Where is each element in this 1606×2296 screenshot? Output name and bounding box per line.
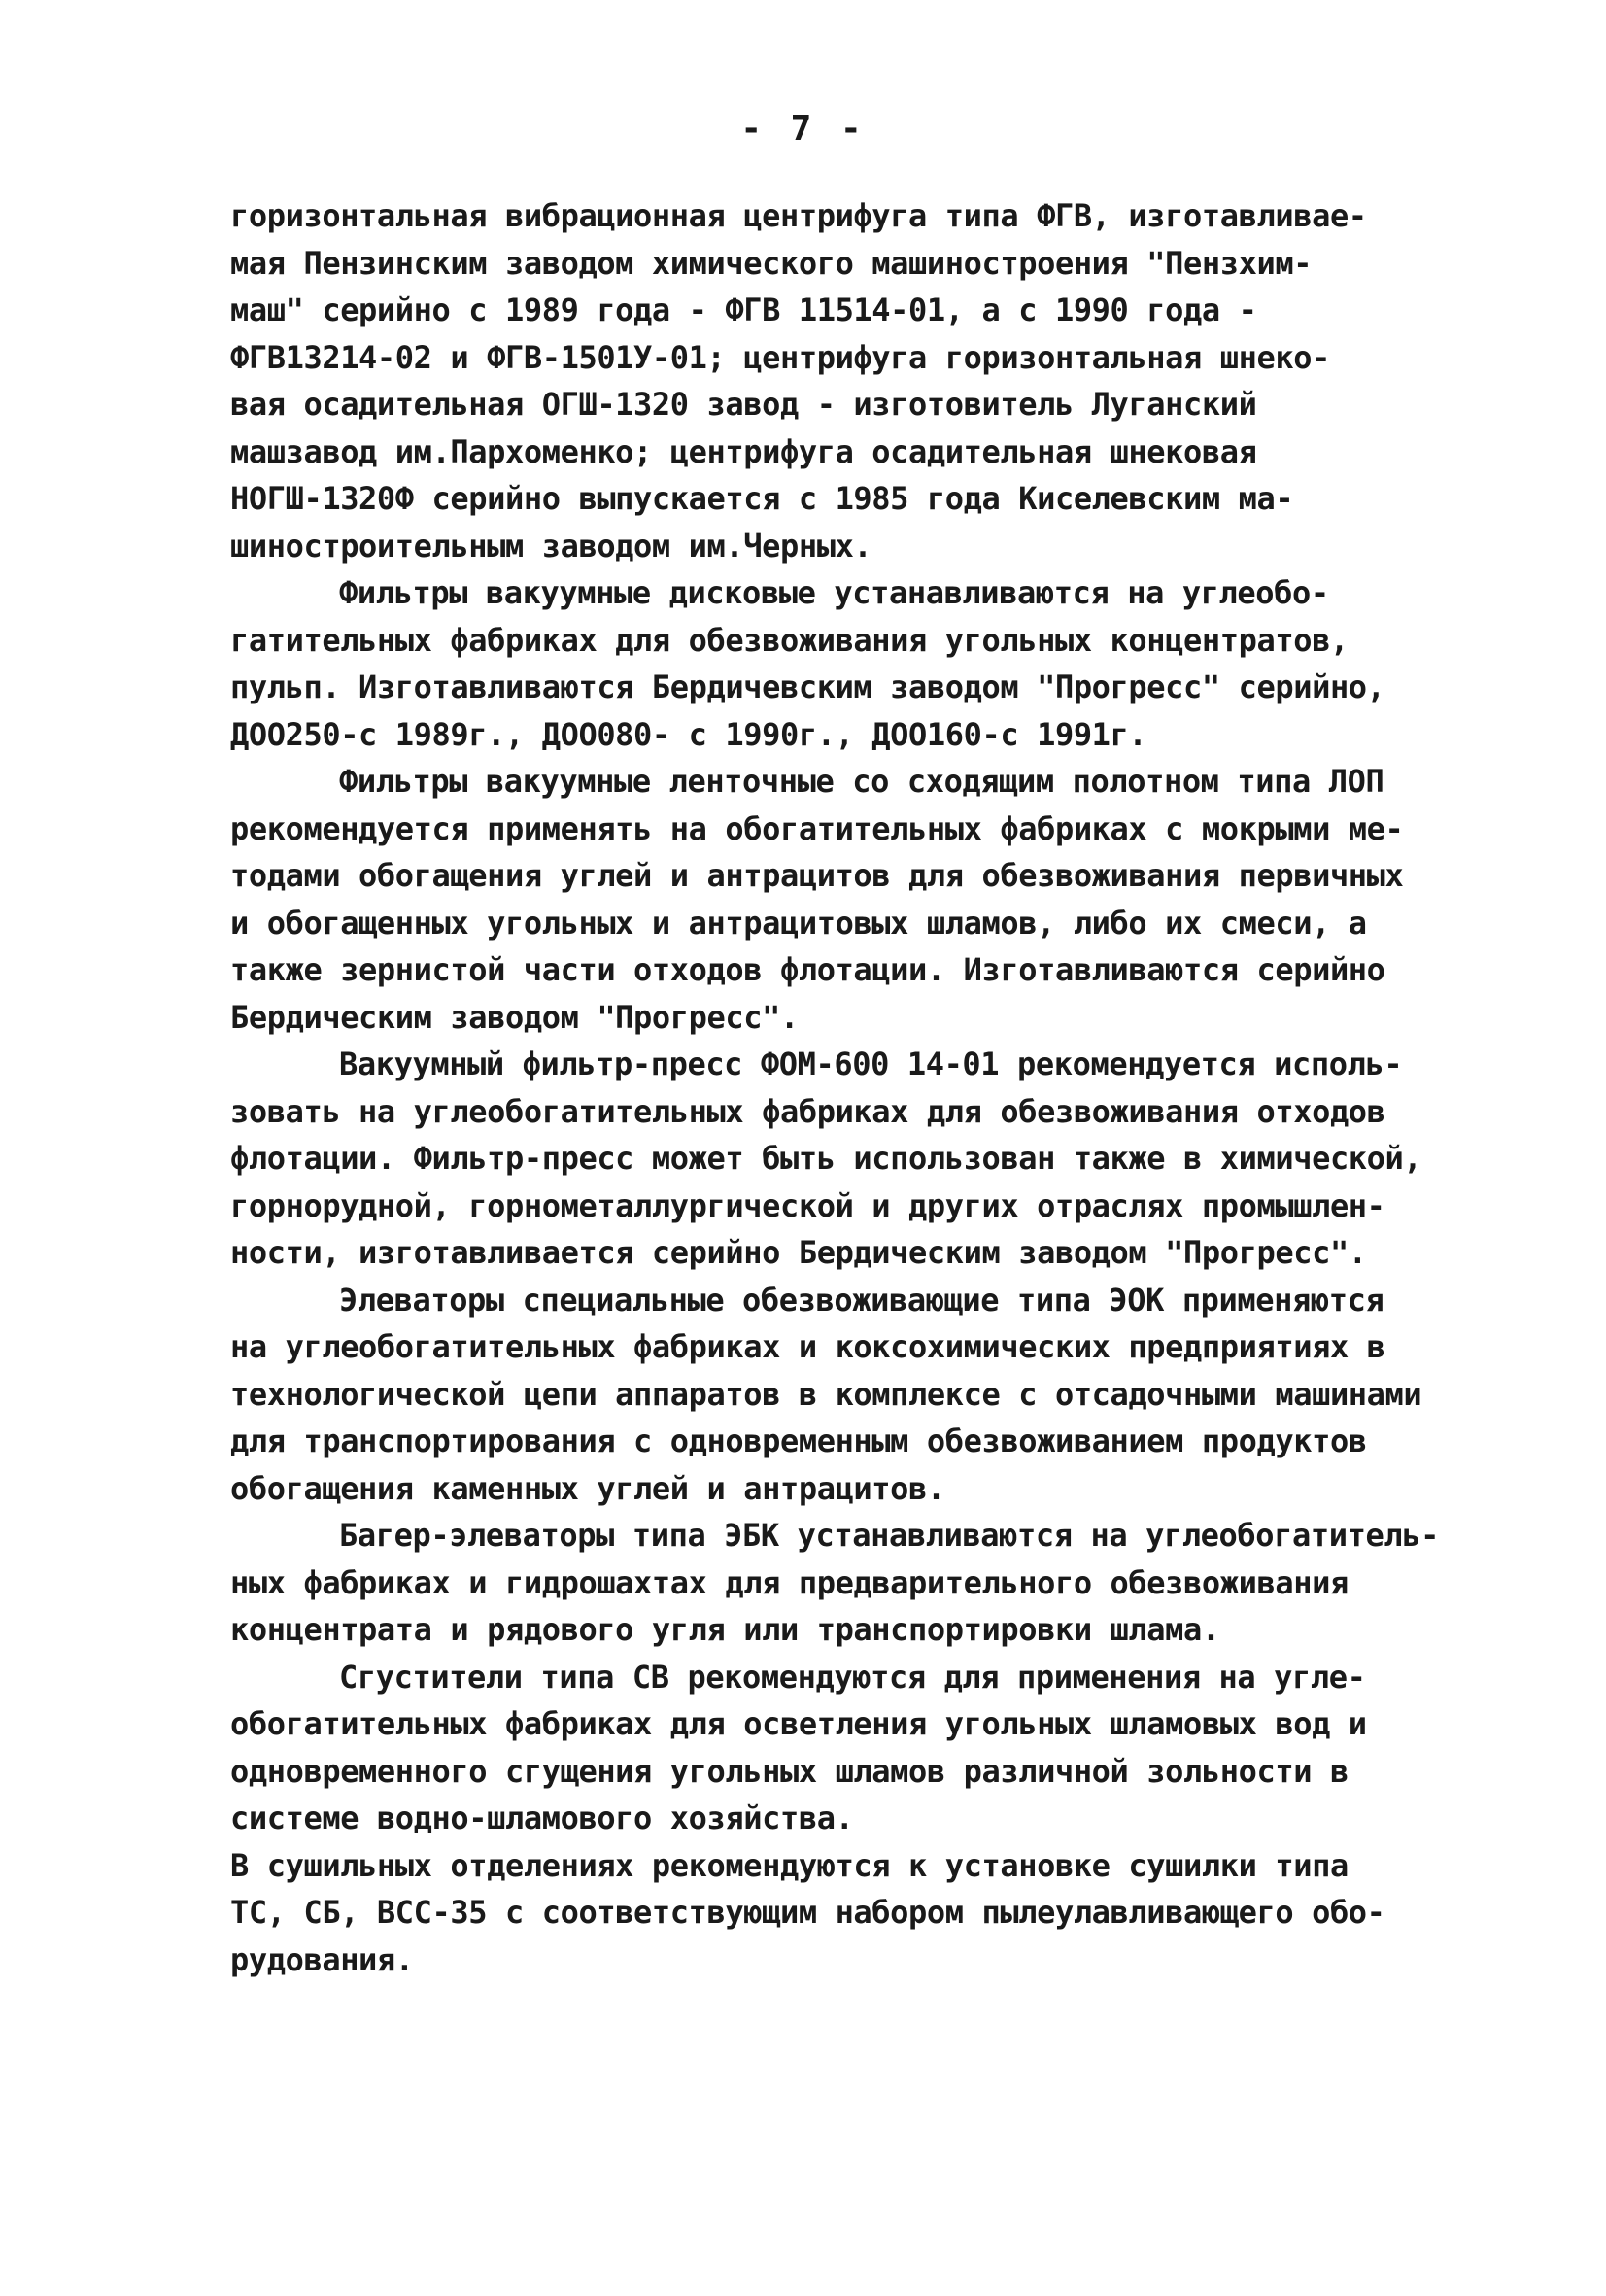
text-line: горизонтальная вибрационная центрифуга типа ФГВ, изготавливае- bbox=[230, 197, 1367, 234]
text-line: Сгустители типа СВ рекомендуются для применения на угле- bbox=[339, 1658, 1366, 1696]
text-line: обогащения каменных углей и антрацитов. bbox=[230, 1469, 945, 1507]
text-line: ности, изготавливается серийно Бердическим заводом "Прогресс". bbox=[230, 1234, 1367, 1271]
text-line: также зернистой части отходов флотации. Изготавливаются серийно bbox=[230, 951, 1385, 988]
text-line: шиностроительным заводом им.Черных. bbox=[230, 527, 872, 565]
text-line: Вакуумный фильтр-пресс ФОМ-600 14-01 рекомендуется исполь- bbox=[339, 1045, 1403, 1082]
text-line: и обогащенных угольных и антрацитовых шламов, либо их смеси, а bbox=[230, 904, 1367, 942]
text-line: машзавод им.Пархоменко; центрифуга осадительная шнековая bbox=[230, 432, 1257, 470]
text-line: системе водно-шламового хозяйства. bbox=[230, 1799, 854, 1836]
text-line: Элеваторы специальные обезвоживающие типа ЭОК применяются bbox=[339, 1281, 1384, 1319]
text-line: Фильтры вакуумные дисковые устанавливаются на углеобо- bbox=[339, 574, 1329, 611]
text-line: флотации. Фильтр-пресс может быть использован также в химической, bbox=[230, 1140, 1422, 1177]
text-line: обогатительных фабриках для осветления угольных шламовых вод и bbox=[230, 1705, 1367, 1742]
text-line: рудования. bbox=[230, 1940, 414, 1978]
text-line: одновременного сгущения угольных шламов различной зольности в bbox=[230, 1752, 1349, 1790]
text-line: вая осадительная ОГШ-1320 завод - изготовитель Луганский bbox=[230, 386, 1257, 423]
text-line: концентрата и рядового угля или транспортировки шлама. bbox=[230, 1611, 1220, 1648]
text-line: НОГШ-1320Ф серийно выпускается с 1985 года Киселевским ма- bbox=[230, 480, 1294, 517]
text-line: Фильтры вакуумные ленточные со сходящим полотном типа ЛОП bbox=[339, 763, 1384, 800]
text-line: пульп. Изготавливаются Бердичевским заводом "Прогресс" серийно, bbox=[230, 668, 1385, 705]
text-line: для транспортирования с одновременным обезвоживанием продуктов bbox=[230, 1422, 1367, 1459]
text-line: ДОО250-с 1989г., ДОО080- с 1990г., ДОО160-с 1991г. bbox=[230, 715, 1147, 753]
text-line: горнорудной, горнометаллургической и других отраслях промышлен- bbox=[230, 1186, 1385, 1224]
text-line: ных фабриках и гидрошахтах для предварительного обезвоживания bbox=[230, 1563, 1349, 1601]
text-line: Бердическим заводом "Прогресс". bbox=[230, 998, 799, 1036]
text-line: гатительных фабриках для обезвоживания угольных концентратов, bbox=[230, 621, 1349, 659]
text-line: тодами обогащения углей и антрацитов для обезвоживания первичных bbox=[230, 857, 1404, 894]
body-text bbox=[230, 192, 1484, 1983]
text-line: технологической цепи аппаратов в комплексе с отсадочными машинами bbox=[230, 1375, 1422, 1413]
text-line: зовать на углеобогатительных фабриках для обезвоживания отходов bbox=[230, 1092, 1385, 1130]
text-line: маш" серийно с 1989 года - ФГВ 11514-01, а с 1990 года - bbox=[230, 291, 1257, 328]
text-line: ФГВ13214-02 и ФГВ-1501У-01; центрифуга горизонтальная шнеко- bbox=[230, 338, 1330, 376]
text-line: Багер-элеваторы типа ЭБК устанавливаются на углеобогатитель- bbox=[339, 1517, 1439, 1554]
text-line: рекомендуется применять на обогатительных фабриках с мокрыми ме- bbox=[230, 809, 1404, 847]
text-line: на углеобогатительных фабриках и коксохимических предприятиях в bbox=[230, 1328, 1385, 1365]
page-number: - 7 - bbox=[740, 109, 866, 149]
text-line: мая Пензинским заводом химического машиностроения "Пензхим- bbox=[230, 244, 1313, 282]
text-line: ТС, СБ, ВСС-35 с соответствующим набором пылеулавливающего обо- bbox=[230, 1894, 1385, 1931]
text-line: В сушильных отделениях рекомендуются к установке сушилки типа bbox=[230, 1846, 1349, 1884]
